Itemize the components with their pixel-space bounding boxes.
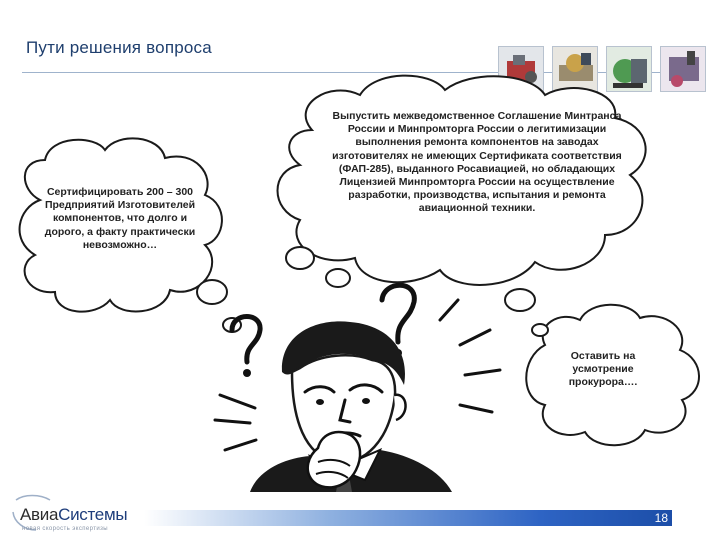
bubble-top-text: Выпустить межведомственное Соглашение Минтранса России и Минпромторга России о легитимизации выполнения ремонта компонентов на заводах изготовителях не имеющих Сертификата соответствия (ФАП-285), выданного Росавиацией, но обладающих Лицензией Минпромторга России на осуществление разработки, производства, испытания и ремонта авиационной техники. xyxy=(332,110,622,215)
logo-part-2: Системы xyxy=(58,505,128,524)
bubble-right-text: Оставить на усмотрение прокурора…. xyxy=(568,350,638,389)
company-logo xyxy=(20,505,127,525)
logo-tagline: новая скорость экспертизы xyxy=(22,526,108,532)
page-number: 18 xyxy=(654,511,668,525)
footer-bar xyxy=(144,510,672,526)
slide-title: Пути решения вопроса xyxy=(26,38,212,57)
logo-part-1: Авиа xyxy=(20,505,59,524)
bubble-left-text: Сертифицировать 200 – 300 Предприятий Изготовителей компонентов, что долго и дорого, а факту практически невозможно… xyxy=(44,186,196,251)
